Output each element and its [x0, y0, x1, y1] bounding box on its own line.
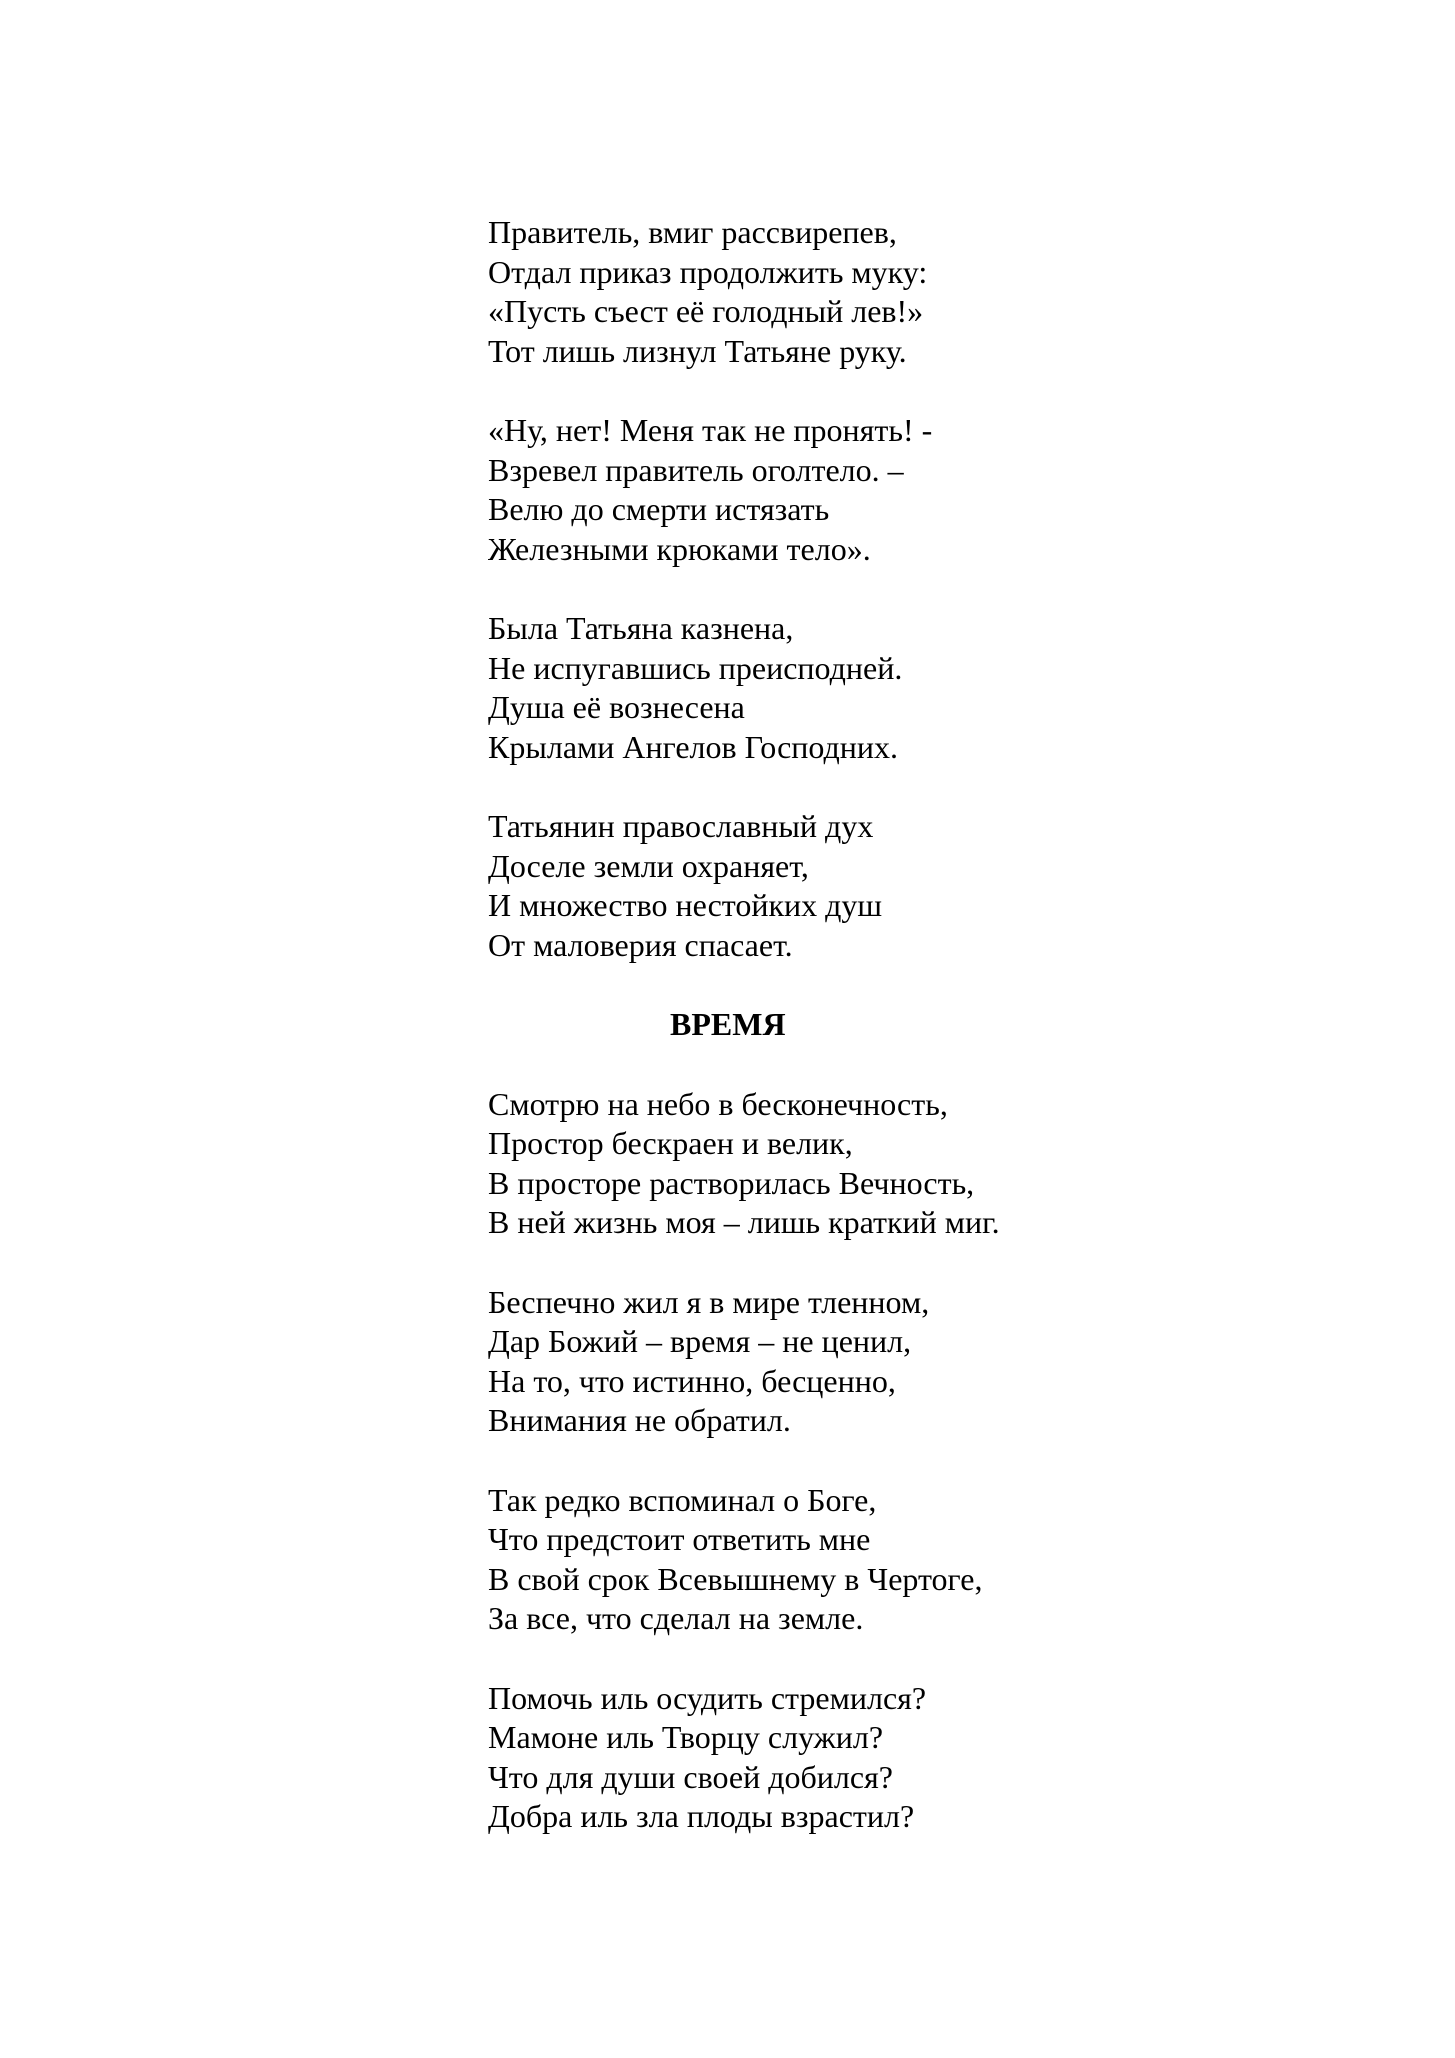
stanza — [488, 1283, 1188, 1441]
verse-line: Отдал приказ продолжить муку: — [488, 253, 928, 290]
poem-column — [488, 213, 1188, 1877]
stanza — [488, 609, 1188, 767]
poem-vremya — [488, 1005, 1188, 1837]
verse-line: Крылами Ангелов Господних. — [488, 728, 899, 765]
verse-line: Не испугавшись преисподней. — [488, 649, 903, 686]
verse-line: «Пусть съест её голодный лев!» — [488, 293, 924, 329]
verse-line: На то, что истинно, бесценно, — [488, 1362, 896, 1399]
stanza — [488, 1679, 1188, 1837]
verse-line: Беспечно жил я в мире тленном, — [488, 1283, 930, 1320]
verse-line: Что предстоит ответить мне — [488, 1521, 871, 1557]
verse-line: За все, что сделал на земле. — [488, 1600, 864, 1636]
verse-line: Татьянин православный дух — [488, 808, 874, 844]
poem-tatiana-ending — [488, 213, 1188, 965]
verse-line: Внимания не обратил. — [488, 1402, 791, 1438]
verse-line: И множество нестойких душ — [488, 887, 883, 923]
verse-line: В ней жизнь моя – лишь краткий миг. — [488, 1204, 1000, 1240]
verse-line: Что для души своей добился? — [488, 1758, 893, 1795]
verse-line: Правитель, вмиг рассвирепев, — [488, 214, 897, 250]
stanza — [488, 411, 1188, 569]
verse-line: Так редко вспоминал о Боге, — [488, 1481, 877, 1518]
verse-line: Добра иль зла плоды взрастил? — [488, 1798, 915, 1834]
verse-line: Доселе земли охраняет, — [488, 847, 809, 884]
stanza — [488, 807, 1188, 965]
verse-line: Взревел правитель оголтело. – — [488, 451, 904, 488]
verse-line: От маловерия спасает. — [488, 926, 793, 963]
verse-line: Смотрю на небо в бесконечность, — [488, 1085, 948, 1122]
verse-line: В просторе растворилась Вечность, — [488, 1164, 975, 1201]
verse-line: Дар Божий – время – не ценил, — [488, 1323, 912, 1359]
poem-title: ВРЕМЯ — [670, 1006, 786, 1042]
stanza — [488, 1481, 1188, 1639]
verse-line: Велю до смерти истязать — [488, 491, 830, 527]
verse-line: Мамоне иль Творцу служил? — [488, 1719, 884, 1755]
verse-line: Железными крюками тело». — [488, 530, 871, 567]
verse-line: В свой срок Всевышнему в Чертоге, — [488, 1560, 983, 1597]
stanza — [488, 1085, 1188, 1243]
verse-line: Простор бескраен и велик, — [488, 1125, 853, 1161]
stanza — [488, 213, 1188, 371]
verse-line: Была Татьяна казнена, — [488, 610, 794, 646]
verse-line: Душа её вознесена — [488, 689, 745, 725]
verse-line: «Ну, нет! Меня так не пронять! - — [488, 412, 933, 448]
verse-line: Помочь иль осудить стремился? — [488, 1679, 927, 1716]
verse-line: Тот лишь лизнул Татьяне руку. — [488, 332, 907, 369]
